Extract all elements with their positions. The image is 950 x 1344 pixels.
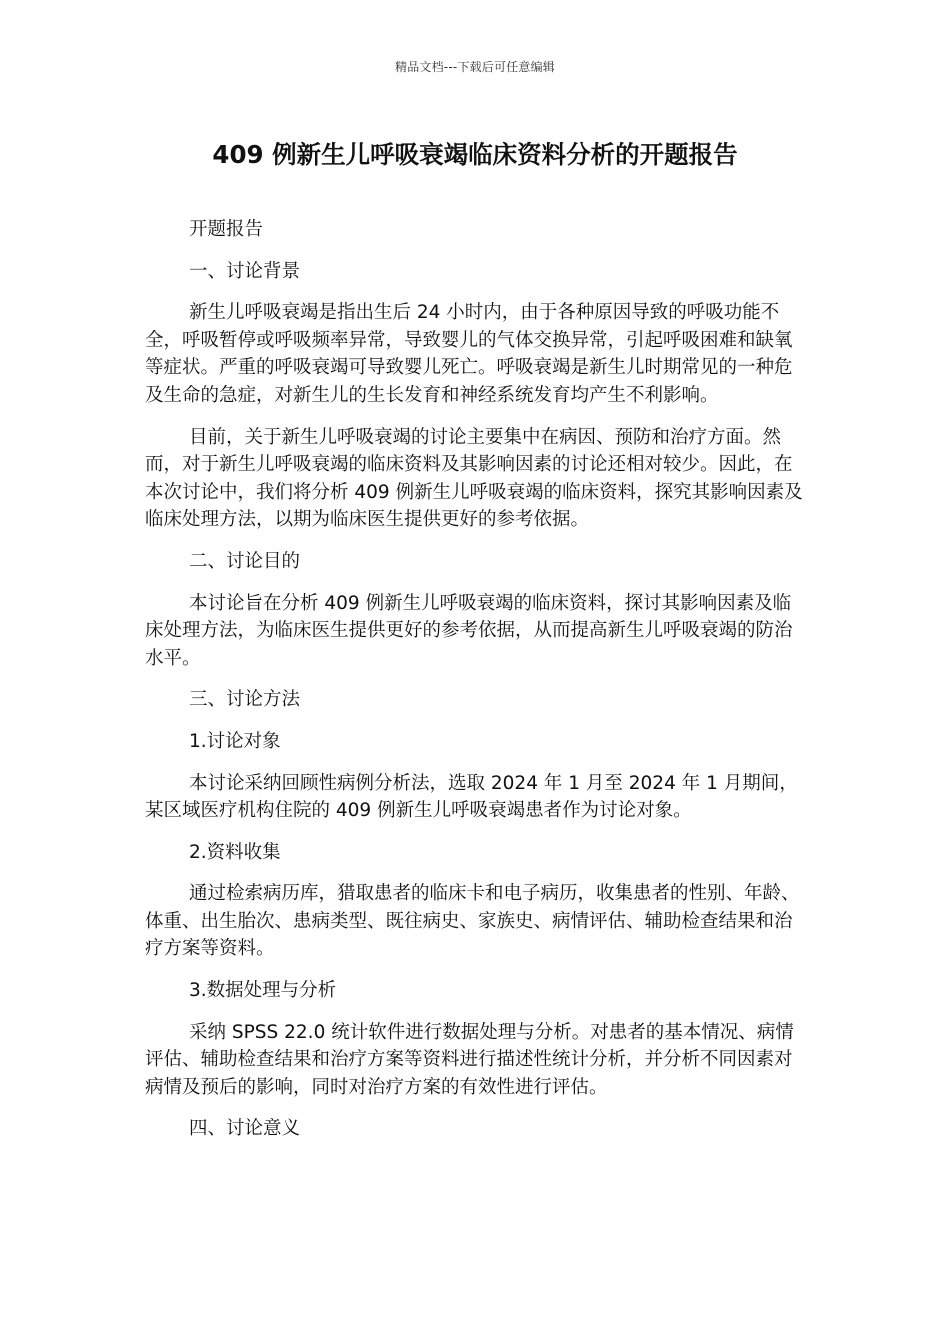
subheading-subjects: 1.讨论对象	[189, 730, 281, 752]
section-heading-significance: 四、讨论意义	[189, 1118, 301, 1140]
data-collection-paragraph: 通过检索病历库，猎取患者的临床卡和电子病历，收集患者的性别、年龄、体重、出生胎次、患病类型、既往病史、家族史、病情评估、辅助检查结果和治疗方案等资料。	[145, 883, 800, 960]
background-paragraph-2: 目前，关于新生儿呼吸衰竭的讨论主要集中在病因、预防和治疗方面。然而，对于新生儿呼吸衰竭的临床资料及其影响因素的讨论还相对较少。因此，在本次讨论中，我们将分析 409 例新生儿呼吸衰竭的临床资料，探究其影响因素及临床处理方法，以期为临床医生提供更好的参考依据。	[145, 426, 803, 531]
subjects-paragraph: 本讨论采纳回顾性病例分析法，选取 2024 年 1 月至 2024 年 1 月期间，某区域医疗机构住院的 409 例新生儿呼吸衰竭患者作为讨论对象。	[145, 772, 798, 822]
document-title: 409 例新生儿呼吸衰竭临床资料分析的开题报告	[212, 140, 738, 169]
section-heading-purpose: 二、讨论目的	[189, 550, 301, 572]
background-paragraph-1: 新生儿呼吸衰竭是指出生后 24 小时内，由于各种原因导致的呼吸功能不全，呼吸暂停或呼吸频率异常，导致婴儿的气体交换异常，引起呼吸困难和缺氧等症状。严重的呼吸衰竭可导致婴儿死亡。呼吸衰竭是新生儿时期常见的一种危及生命的急症，对新生儿的生长发育和神经系统发育均产生不利影响。	[145, 302, 793, 406]
subheading-data-collection: 2.资料收集	[189, 841, 281, 863]
purpose-paragraph: 本讨论旨在分析 409 例新生儿呼吸衰竭的临床资料，探讨其影响因素及临床处理方法，为临床医生提供更好的参考依据，从而提高新生儿呼吸衰竭的防治水平。	[145, 592, 793, 669]
data-analysis-paragraph: 采纳 SPSS 22.0 统计软件进行数据处理与分析。对患者的基本情况、病情评估、辅助检查结果和治疗方案等资料进行描述性统计分析，并分析不同因素对病情及预后的影响，同时对治疗方案的有效性进行评估。	[145, 1021, 794, 1098]
section-heading-background: 一、讨论背景	[189, 260, 301, 282]
section-heading-method: 三、讨论方法	[189, 689, 301, 711]
subheading-data-analysis: 3.数据处理与分析	[189, 980, 337, 1002]
header-note: 精品文档---下载后可任意编辑	[395, 60, 555, 74]
document-body	[145, 216, 809, 1157]
report-label: 开题报告	[189, 219, 264, 240]
